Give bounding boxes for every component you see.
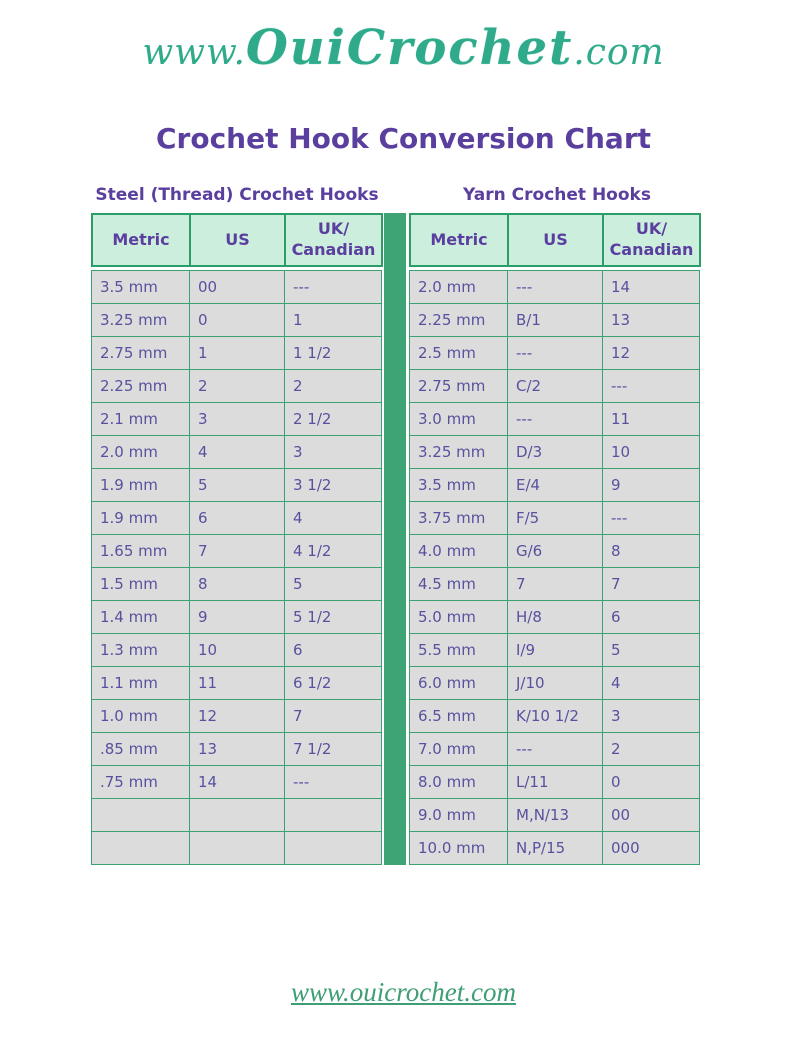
table-cell: 5: [285, 568, 382, 601]
table-cell: 2.25 mm: [410, 304, 508, 337]
logo-brand: OuiCrochet: [245, 20, 574, 76]
table-cell: 4: [285, 502, 382, 535]
table-cell: 6.0 mm: [410, 667, 508, 700]
table-cell: 8: [603, 535, 700, 568]
yarn-table-body: [409, 270, 700, 865]
steel-hooks-table: [91, 213, 381, 865]
yarn-table-subtitle: Yarn Crochet Hooks: [463, 185, 651, 205]
table-cell: 14: [603, 271, 700, 304]
table-cell: 4.5 mm: [410, 568, 508, 601]
table-cell: ---: [285, 766, 382, 799]
table-row: [410, 634, 700, 667]
table-cell: 2.1 mm: [92, 403, 190, 436]
table-row: [410, 799, 700, 832]
table-cell: 2.75 mm: [410, 370, 508, 403]
column-header: US: [190, 214, 285, 266]
table-row: [410, 403, 700, 436]
table-cell: E/4: [508, 469, 603, 502]
steel-table-header: [91, 213, 383, 267]
column-header: US: [508, 214, 603, 266]
table-cell: ---: [508, 271, 603, 304]
table-cell: 0: [190, 304, 285, 337]
table-cell: 7: [603, 568, 700, 601]
table-row: [410, 601, 700, 634]
table-divider-bar: [384, 213, 406, 865]
table-cell: 7 1/2: [285, 733, 382, 766]
table-row: [92, 832, 382, 865]
table-cell: 3 1/2: [285, 469, 382, 502]
table-cell: 4.0 mm: [410, 535, 508, 568]
table-cell: 3.5 mm: [410, 469, 508, 502]
table-row: [410, 469, 700, 502]
table-row: [92, 568, 382, 601]
subtitle-gap: [383, 185, 411, 205]
table-cell: 6: [190, 502, 285, 535]
table-cell: 4: [603, 667, 700, 700]
table-cell: 000: [603, 832, 700, 865]
table-cell: 2: [603, 733, 700, 766]
table-cell: 3.0 mm: [410, 403, 508, 436]
table-cell: C/2: [508, 370, 603, 403]
table-row: [92, 271, 382, 304]
table-row: [92, 403, 382, 436]
table-cell: 1.65 mm: [92, 535, 190, 568]
logo-www: www.: [142, 32, 246, 73]
table-cell: 0: [603, 766, 700, 799]
table-cell: 3.5 mm: [92, 271, 190, 304]
table-cell: 6.5 mm: [410, 700, 508, 733]
steel-table-body: [91, 270, 382, 865]
table-cell: 13: [603, 304, 700, 337]
table-cell: 3: [190, 403, 285, 436]
table-cell: 8: [190, 568, 285, 601]
table-cell: ---: [285, 271, 382, 304]
table-row: [410, 568, 700, 601]
footer: [0, 977, 807, 1008]
table-cell: 10: [603, 436, 700, 469]
table-cell: 3.25 mm: [92, 304, 190, 337]
table-row: [92, 304, 382, 337]
table-cell: M,N/13: [508, 799, 603, 832]
yarn-table-header: [409, 213, 701, 267]
table-cell: [190, 832, 285, 865]
table-cell: 2: [190, 370, 285, 403]
table-cell: 6 1/2: [285, 667, 382, 700]
table-cell: ---: [508, 337, 603, 370]
table-row: [92, 700, 382, 733]
column-header: UK/ Canadian: [285, 214, 382, 266]
table-cell: 1.9 mm: [92, 469, 190, 502]
table-row: [410, 502, 700, 535]
table-cell: L/11: [508, 766, 603, 799]
table-cell: 1.3 mm: [92, 634, 190, 667]
column-header: Metric: [410, 214, 508, 266]
table-cell: B/1: [508, 304, 603, 337]
table-cell: ---: [603, 502, 700, 535]
table-cell: .85 mm: [92, 733, 190, 766]
table-cell: 00: [190, 271, 285, 304]
table-cell: D/3: [508, 436, 603, 469]
table-row: [410, 337, 700, 370]
table-cell: 4: [190, 436, 285, 469]
table-cell: 5: [603, 634, 700, 667]
table-cell: [285, 832, 382, 865]
table-row: [92, 370, 382, 403]
table-cell: 11: [603, 403, 700, 436]
table-cell: 1 1/2: [285, 337, 382, 370]
table-cell: 5 1/2: [285, 601, 382, 634]
table-cell: 14: [190, 766, 285, 799]
table-cell: ---: [508, 403, 603, 436]
table-row: [410, 766, 700, 799]
table-cell: .75 mm: [92, 766, 190, 799]
table-cell: 10: [190, 634, 285, 667]
table-cell: 13: [190, 733, 285, 766]
table-row: [410, 370, 700, 403]
table-cell: [285, 799, 382, 832]
header-row: [410, 214, 700, 266]
table-cell: ---: [508, 733, 603, 766]
table-row: [92, 634, 382, 667]
table-subtitles: [91, 185, 703, 205]
table-cell: 3.75 mm: [410, 502, 508, 535]
table-row: [92, 337, 382, 370]
steel-table-subtitle: Steel (Thread) Crochet Hooks: [95, 185, 379, 205]
table-cell: J/10: [508, 667, 603, 700]
table-cell: 6: [603, 601, 700, 634]
table-cell: 2.75 mm: [92, 337, 190, 370]
table-cell: 9.0 mm: [410, 799, 508, 832]
table-row: [92, 799, 382, 832]
table-cell: 2 1/2: [285, 403, 382, 436]
table-cell: 2: [285, 370, 382, 403]
table-cell: 1.9 mm: [92, 502, 190, 535]
table-cell: 12: [190, 700, 285, 733]
table-row: [410, 535, 700, 568]
table-row: [410, 700, 700, 733]
footer-link[interactable]: www.ouicrochet.com: [291, 977, 516, 1007]
table-row: [410, 436, 700, 469]
table-row: [92, 733, 382, 766]
table-cell: 1.1 mm: [92, 667, 190, 700]
table-cell: 00: [603, 799, 700, 832]
table-cell: 7: [190, 535, 285, 568]
table-row: [92, 601, 382, 634]
table-cell: N,P/15: [508, 832, 603, 865]
table-cell: 1.4 mm: [92, 601, 190, 634]
table-cell: I/9: [508, 634, 603, 667]
table-cell: 9: [190, 601, 285, 634]
table-cell: 2.0 mm: [410, 271, 508, 304]
table-row: [92, 535, 382, 568]
table-cell: 1: [190, 337, 285, 370]
table-cell: 2.5 mm: [410, 337, 508, 370]
table-cell: F/5: [508, 502, 603, 535]
table-row: [92, 436, 382, 469]
table-cell: 5.0 mm: [410, 601, 508, 634]
table-row: [92, 469, 382, 502]
table-cell: [92, 832, 190, 865]
table-cell: 3.25 mm: [410, 436, 508, 469]
table-cell: K/10 1/2: [508, 700, 603, 733]
table-cell: 2.0 mm: [92, 436, 190, 469]
table-cell: 9: [603, 469, 700, 502]
table-cell: [190, 799, 285, 832]
column-header: UK/ Canadian: [603, 214, 700, 266]
table-cell: 5: [190, 469, 285, 502]
table-cell: 2.25 mm: [92, 370, 190, 403]
table-cell: 10.0 mm: [410, 832, 508, 865]
conversion-tables: [91, 213, 703, 865]
table-row: [92, 502, 382, 535]
table-cell: 12: [603, 337, 700, 370]
page-title: Crochet Hook Conversion Chart: [155, 122, 652, 155]
table-row: [92, 766, 382, 799]
table-cell: G/6: [508, 535, 603, 568]
logo-com: .com: [573, 32, 665, 73]
table-cell: 7: [508, 568, 603, 601]
header-row: [92, 214, 382, 266]
yarn-hooks-table: [409, 213, 699, 865]
table-cell: ---: [603, 370, 700, 403]
table-row: [410, 667, 700, 700]
table-cell: H/8: [508, 601, 603, 634]
site-logo: [0, 0, 807, 76]
table-cell: 1.5 mm: [92, 568, 190, 601]
table-cell: 8.0 mm: [410, 766, 508, 799]
table-cell: 3: [603, 700, 700, 733]
table-cell: 1: [285, 304, 382, 337]
table-cell: 7: [285, 700, 382, 733]
table-cell: [92, 799, 190, 832]
column-header: Metric: [92, 214, 190, 266]
table-row: [410, 271, 700, 304]
table-cell: 11: [190, 667, 285, 700]
table-cell: 6: [285, 634, 382, 667]
table-cell: 1.0 mm: [92, 700, 190, 733]
table-cell: 7.0 mm: [410, 733, 508, 766]
table-row: [410, 733, 700, 766]
table-cell: 4 1/2: [285, 535, 382, 568]
table-cell: 3: [285, 436, 382, 469]
table-cell: 5.5 mm: [410, 634, 508, 667]
table-row: [410, 832, 700, 865]
table-row: [410, 304, 700, 337]
table-row: [92, 667, 382, 700]
